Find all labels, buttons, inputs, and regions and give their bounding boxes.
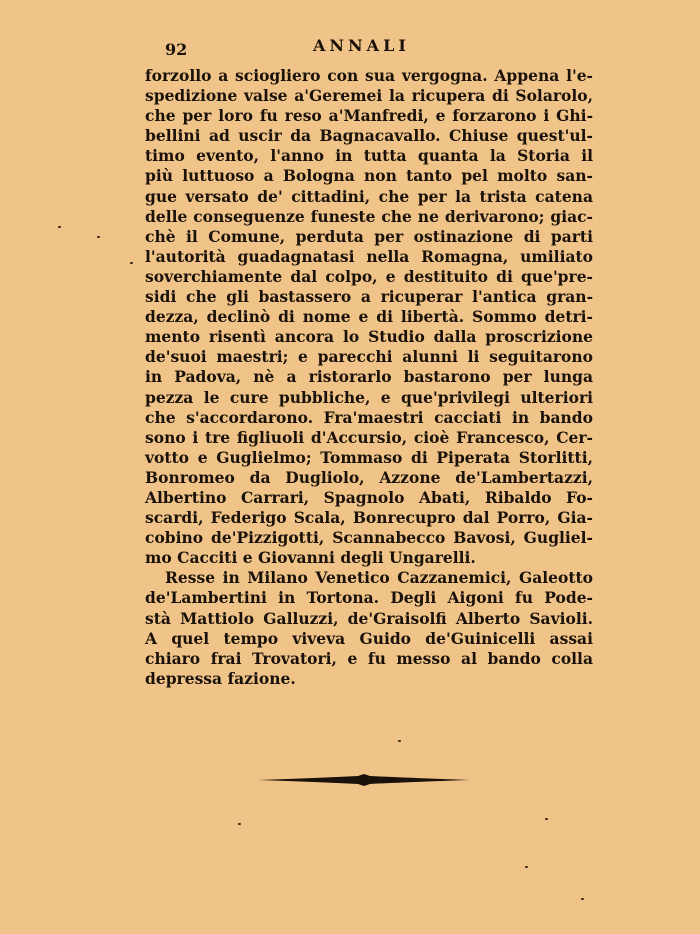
running-head bbox=[0, 36, 700, 59]
running-title: ANNALI bbox=[313, 36, 410, 55]
text-line: che per loro fu reso a'Manfredi, e forzarono i Ghi- bbox=[145, 106, 593, 126]
text-line: votto e Guglielmo; Tommaso di Piperata Storlitti, bbox=[145, 447, 593, 467]
text-line: spedizione valse a'Geremei la ricupera di Solarolo, bbox=[145, 86, 593, 106]
print-speck bbox=[545, 818, 548, 820]
text-line: scardi, Federigo Scala, Bonrecupro dal Porro, Gia- bbox=[145, 508, 593, 528]
text-line: cobino de'Pizzigotti, Scannabecco Bavosi, Gugliel- bbox=[145, 528, 593, 548]
print-speck bbox=[58, 226, 61, 228]
text-line: bellini ad uscir da Bagnacavallo. Chiuse quest'ul- bbox=[145, 126, 593, 146]
text-line: timo evento, l'anno in tutta quanta la Storia il bbox=[145, 146, 593, 166]
text-line: mo Cacciti e Giovanni degli Ungarelli. bbox=[145, 548, 476, 568]
text-line: chè il Comune, perduta per ostinazione di parti bbox=[145, 226, 593, 246]
text-line: Albertino Carrari, Spagnolo Abati, Ribaldo Fo- bbox=[145, 487, 593, 507]
text-line: Bonromeo da Dugliolo, Azzone de'Lambertazzi, bbox=[145, 467, 593, 487]
print-speck bbox=[97, 236, 100, 238]
print-speck bbox=[525, 866, 528, 868]
text-line: forzollo a sciogliero con sua vergogna. Appena l'e- bbox=[145, 66, 593, 85]
text-line: chiaro frai Trovatori, e fu messo al bando colla bbox=[145, 648, 593, 668]
body-text bbox=[145, 66, 593, 689]
text-line: de'Lambertini in Tortona. Degli Aigoni fu Pode- bbox=[145, 588, 593, 608]
text-line: più luttuoso a Bologna non tanto pel molto san- bbox=[145, 166, 593, 186]
print-speck bbox=[581, 898, 584, 900]
text-line: delle conseguenze funeste che ne derivarono; giac- bbox=[145, 206, 593, 226]
print-speck bbox=[238, 823, 241, 825]
print-speck bbox=[130, 262, 133, 264]
text-line: mento risentì ancora lo Studio dalla proscrizione bbox=[145, 327, 593, 347]
text-line: soverchiamente dal colpo, e destituito di que'pre- bbox=[145, 266, 593, 286]
text-line: de'suoi maestri; e parecchi alunni li seguitarono bbox=[145, 347, 593, 367]
text-line: gue versato de' cittadini, che per la trista catena bbox=[145, 186, 593, 206]
print-speck bbox=[398, 740, 401, 742]
text-line: depressa fazione. bbox=[145, 668, 296, 688]
text-line: stà Mattiolo Galluzzi, de'Graisolfi Alberto Savioli. bbox=[145, 608, 593, 628]
text-line: che s'accordarono. Fra'maestri cacciati in bando bbox=[145, 407, 593, 427]
text-line: sidi che gli bastassero a ricuperar l'antica gran- bbox=[145, 287, 593, 307]
text-line: l'autorità guadagnatasi nella Romagna, umiliato bbox=[145, 246, 593, 266]
text-line: Resse in Milano Venetico Cazzanemici, Galeotto bbox=[165, 568, 593, 588]
tailpiece-ornament bbox=[258, 772, 470, 788]
text-line: sono i tre figliuoli d'Accursio, cioè Francesco, Cer- bbox=[145, 427, 593, 447]
text-line: in Padova, nè a ristorarlo bastarono per lunga bbox=[145, 367, 593, 387]
text-line: pezza le cure pubbliche, e que'privilegi ulteriori bbox=[145, 387, 593, 407]
text-line: dezza, declinò di nome e di libertà. Sommo detri- bbox=[145, 307, 593, 327]
page-number: 92 bbox=[165, 40, 188, 59]
text-line: A quel tempo viveva Guido de'Guinicelli assai bbox=[145, 628, 593, 648]
